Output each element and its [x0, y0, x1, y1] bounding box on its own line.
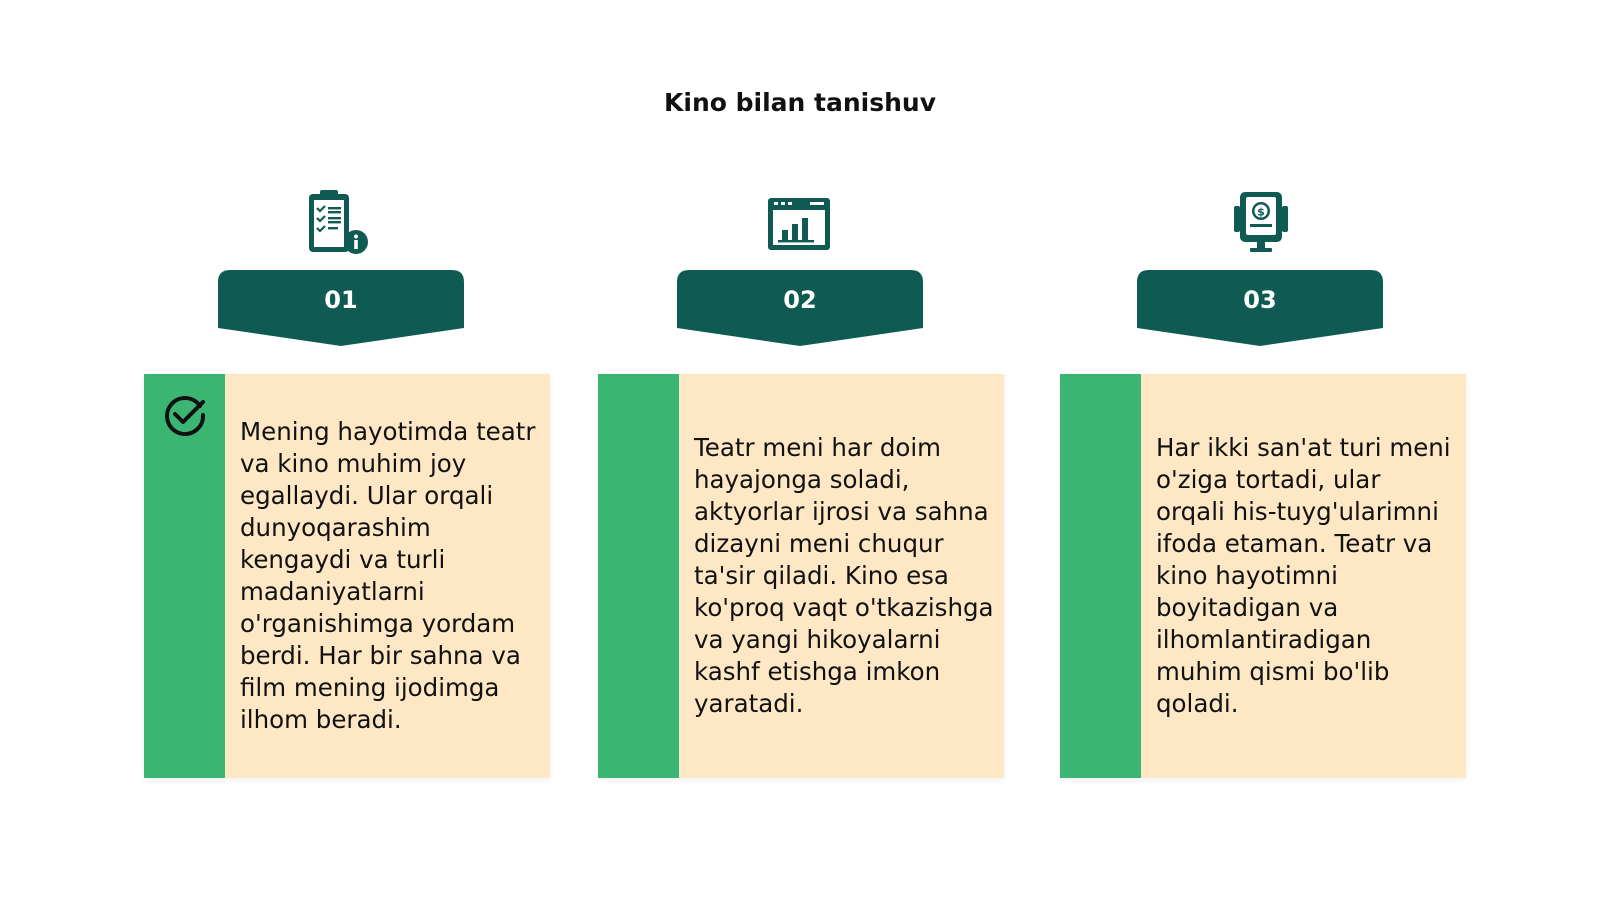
card-text: Har ikki san'at turi meni o'ziga tortadi, ular orqali his-tuyg'ularimni ifoda etaman. Teatr va kino hayotimni boyitadigan va ilhomlantiradigan muhim qismi bo'lib qoladi. [1156, 433, 1451, 718]
svg-text:$: $ [1257, 205, 1265, 219]
monitor-dollar-icon [1228, 188, 1298, 258]
slide-title: Kino bilan tanishuv [664, 88, 936, 117]
browser-bar-chart-icon [764, 188, 834, 258]
step-card-03 [1060, 374, 1466, 778]
step-badge-01 [218, 270, 464, 348]
step-card-02 [598, 374, 1004, 778]
card-text: Mening hayotimda teatr va kino muhim joy egallaydi. Ular orqali dunyoqarashim kengaydi va turli madaniyatlarni o'rganishimga yordam berdi. Har bir sahna va film mening ijodimga ilhom beradi. [240, 417, 536, 734]
check-circle-icon [162, 392, 208, 438]
step-card-01 [144, 374, 550, 778]
step-badge-03 [1137, 270, 1383, 348]
step-number: 01 [324, 286, 358, 314]
card-accent-bar [1060, 374, 1141, 778]
card-accent-bar [598, 374, 679, 778]
clipboard-checklist-info-icon [303, 188, 373, 258]
step-number: 02 [783, 286, 817, 314]
card-text: Teatr meni har doim hayajonga soladi, aktyorlar ijrosi va sahna dizayni meni chuqur ta'sir qiladi. Kino esa ko'proq vaqt o'tkazishga va yangi hikoyalarni kashf etishga imkon yaratadi. [694, 433, 994, 718]
step-number: 03 [1243, 286, 1277, 314]
step-badge-02 [677, 270, 923, 348]
